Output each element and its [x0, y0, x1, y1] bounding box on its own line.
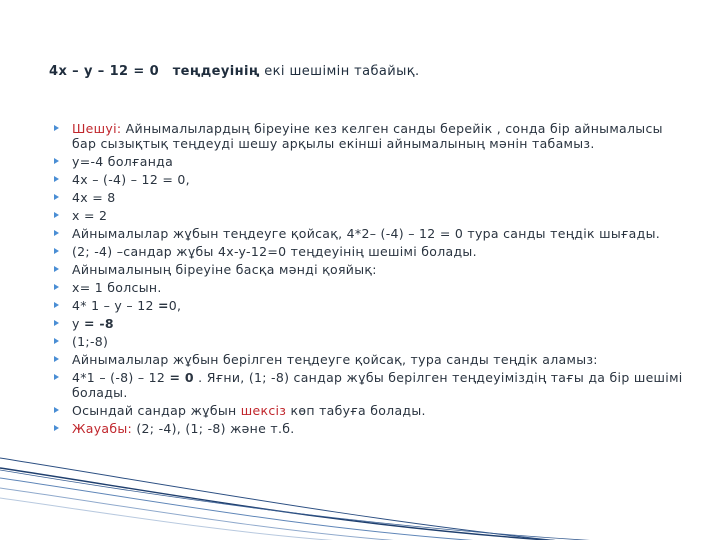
list-item-text: Айнымалылар жұбын берілген теңдеуге қойсақ, тура санды теңдік аламыз: — [72, 352, 598, 367]
solution-bullet-list — [54, 121, 684, 439]
bullet-icon — [54, 176, 59, 182]
list-item — [54, 298, 684, 313]
list-item — [54, 352, 684, 367]
list-item-text: = — [158, 298, 169, 313]
bullet-icon — [54, 158, 59, 164]
list-item-text: 4x – (-4) – 12 = 0, — [72, 172, 190, 187]
list-item — [54, 190, 684, 205]
list-item — [54, 226, 684, 241]
bullet-icon — [54, 374, 59, 380]
list-item-text: x= 1 болсын. — [72, 280, 162, 295]
list-item-text: Айнымалылар жұбын теңдеуге қойсақ, 4*2– (-4) – 12 = 0 тура санды теңдік шығады. — [72, 226, 661, 241]
list-item — [54, 421, 684, 436]
list-item-text: = -8 — [83, 316, 114, 331]
list-item — [54, 154, 684, 169]
bullet-icon — [54, 302, 59, 308]
list-item-text: (2; -4) –сандар жұбы 4x-y-12=0 теңдеуінің шешімі болады. — [72, 244, 477, 259]
bullet-icon — [54, 338, 59, 344]
bullet-icon — [54, 425, 59, 431]
bullet-icon — [54, 356, 59, 362]
bullet-icon — [54, 125, 59, 131]
list-item-text: 0, — [168, 298, 182, 313]
list-item-text: Айнымалылардың біреуіне кез келген санды берейік , сонда бір айнымалысы бар сызықтық теңдеуді шешу арқылы екінші айнымалының мәнін табамыз. — [72, 121, 663, 151]
title-equation: 4x – y – 12 = 0 — [49, 64, 160, 79]
list-item-text: шексіз — [240, 403, 287, 418]
list-item — [54, 280, 684, 295]
bullet-icon — [54, 320, 59, 326]
list-item — [54, 403, 684, 418]
list-item — [54, 370, 684, 400]
slide-title — [49, 64, 420, 79]
bullet-icon — [54, 407, 59, 413]
bullet-icon — [54, 266, 59, 272]
list-item — [54, 316, 684, 331]
list-item-text: Шешуі: — [72, 121, 122, 136]
list-item-text: у=-4 болғанда — [72, 154, 174, 169]
list-item-text: Осындай сандар жұбын — [72, 403, 241, 418]
list-item-text: . Яғни, (1; -8) сандар жұбы берілген теңдеуіміздің тағы да бір шешімі болады. — [72, 370, 683, 400]
list-item-text: Жауабы: — [72, 421, 133, 436]
list-item-text: (2; -4), (1; -8) және т.б. — [132, 421, 295, 436]
list-item — [54, 334, 684, 349]
bullet-icon — [54, 248, 59, 254]
bullet-icon — [54, 212, 59, 218]
title-rest: екі шешімін табайық. — [259, 64, 420, 79]
bullet-icon — [54, 194, 59, 200]
list-item-text: 4*1 – (-8) – 12 — [72, 370, 170, 385]
bullet-icon — [54, 230, 59, 236]
list-item — [54, 121, 684, 151]
list-item-text: 4* 1 – у – 12 — [72, 298, 158, 313]
list-item-text: 4x = 8 — [72, 190, 116, 205]
list-item — [54, 244, 684, 259]
list-item — [54, 172, 684, 187]
list-item-text: көп табуға болады. — [286, 403, 426, 418]
list-item — [54, 208, 684, 223]
bullet-icon — [54, 284, 59, 290]
list-item — [54, 262, 684, 277]
list-item-text: у — [72, 316, 84, 331]
title-bold-word: теңдеуінің — [172, 64, 260, 79]
list-item-text: Айнымалының біреуіне басқа мәнді қояйық: — [72, 262, 377, 277]
list-item-text: (1;-8) — [72, 334, 109, 349]
list-item-text: x = 2 — [72, 208, 108, 223]
list-item-text: = 0 — [169, 370, 194, 385]
